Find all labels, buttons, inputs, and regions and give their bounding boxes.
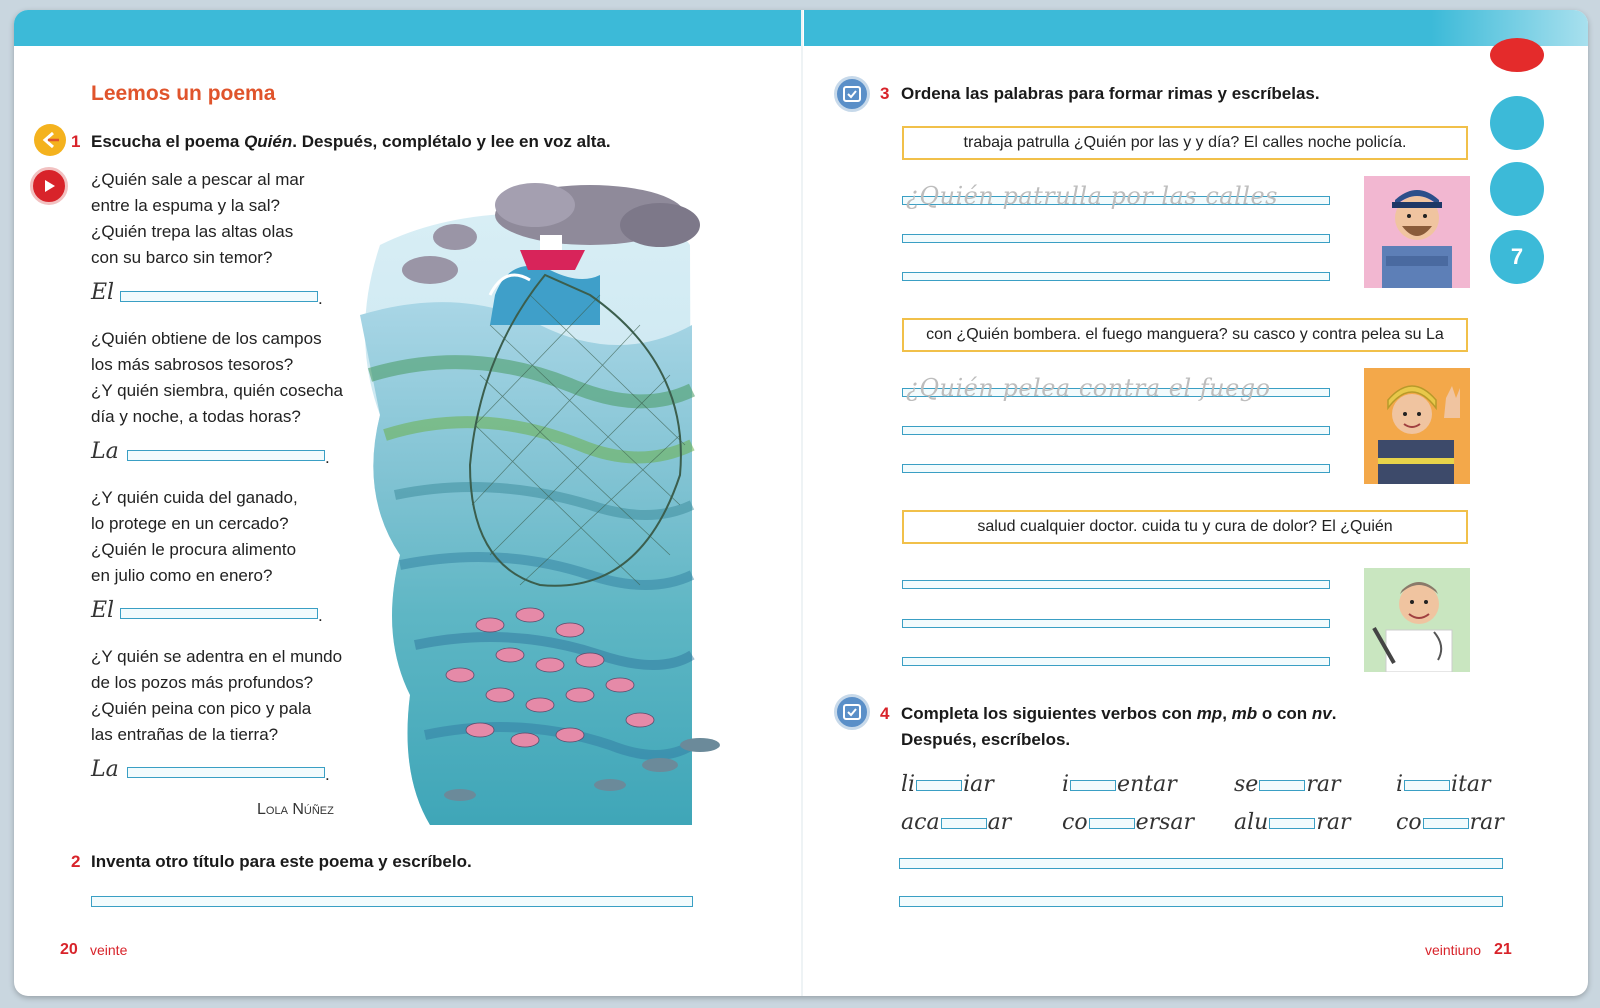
right-header-bar (804, 10, 1588, 46)
firefighter-illustration (1364, 368, 1470, 484)
digital-activity-icon[interactable] (834, 76, 870, 112)
exercise-1-instruction (91, 132, 611, 152)
verb-gap-item (901, 810, 1011, 835)
writing-line[interactable] (902, 657, 1330, 666)
verb-gap-item (1396, 810, 1504, 835)
option-nv: nv (1311, 704, 1332, 723)
answer-start-1: El (91, 280, 115, 305)
word-box-2: con ¿Quién bombera. el fuego manguera? su casco y contra pelea su La (902, 318, 1468, 352)
verb-gap-item (1396, 772, 1491, 797)
separator: , (1222, 704, 1232, 723)
side-tab[interactable] (1490, 162, 1544, 216)
exercise-1-number: 1 (71, 132, 81, 151)
poem-author: Lola Núñez (257, 801, 334, 818)
poem-line: ¿Quién peina con pico y pala (91, 699, 312, 718)
textbook-spread (14, 10, 1588, 996)
gap-input[interactable] (1089, 818, 1135, 829)
verb-suffix: rar (1469, 810, 1504, 835)
answer-line-1[interactable] (120, 291, 318, 302)
exercise-4-number: 4 (880, 704, 890, 723)
answer-line-2[interactable] (127, 450, 325, 461)
verb-gap-item (1062, 810, 1194, 835)
exercise-4-instruction-line2: Después, escríbelos. (901, 730, 1071, 749)
exercise-4-instruction (901, 704, 1337, 724)
exercise-2-instruction: Inventa otro título para este poema y escríbelo. (91, 852, 472, 871)
writing-line[interactable] (902, 426, 1330, 435)
play-icon (41, 178, 57, 194)
verb-prefix: i (1396, 772, 1404, 797)
gap-input[interactable] (1423, 818, 1469, 829)
separator: o con (1257, 704, 1312, 723)
exercise-3-number: 3 (880, 84, 890, 103)
poem-line: ¿Quién le procura alimento (91, 540, 297, 559)
gap-input[interactable] (916, 780, 962, 791)
left-page-number: 20 (60, 941, 78, 958)
police-officer-illustration (1364, 176, 1470, 288)
verb-prefix: i (1062, 772, 1070, 797)
writing-line[interactable] (902, 580, 1330, 589)
listen-audio-icon[interactable] (34, 124, 66, 156)
answer-line-3[interactable] (120, 608, 318, 619)
title-answer-line[interactable] (91, 896, 693, 907)
writing-line[interactable] (902, 234, 1330, 243)
traced-sentence-2: ¿Quién pelea contra el fuego (906, 374, 1271, 402)
verb-suffix: ersar (1135, 810, 1195, 835)
poem-line: de los pozos más profundos? (91, 673, 314, 692)
poem-line: ¿Y quién siembra, quién cosecha (91, 381, 344, 400)
doctor-illustration (1364, 568, 1470, 672)
instruction-text: . (1331, 704, 1337, 723)
writing-line[interactable] (902, 464, 1330, 473)
verbs-writing-line[interactable] (899, 896, 1503, 907)
poem-line: lo protege en un cercado? (91, 514, 289, 533)
gap-input[interactable] (1259, 780, 1305, 791)
writing-line[interactable] (902, 619, 1330, 628)
poem-line: las entrañas de la tierra? (91, 725, 279, 744)
verb-suffix: rar (1316, 810, 1351, 835)
unit-7-tab[interactable]: 7 (1490, 230, 1544, 284)
writing-line[interactable] (902, 272, 1330, 281)
section-title: Leemos un poema (91, 82, 276, 105)
instruction-text: Completa los siguientes verbos con (901, 704, 1197, 723)
book-spine (801, 10, 803, 996)
stanza-1 (91, 167, 305, 271)
poem-line: los más sabrosos tesoros? (91, 355, 294, 374)
period: . (318, 606, 323, 625)
word-box-3: salud cualquier doctor. cuida tu y cura de dolor? El ¿Quién (902, 510, 1468, 544)
exercise-2-number: 2 (71, 852, 81, 871)
poem-line: ¿Quién trepa las altas olas (91, 222, 294, 241)
instruction-text: Escucha el poema (91, 132, 245, 151)
verb-gap-item (1234, 810, 1350, 835)
verb-suffix: iar (963, 772, 994, 797)
poem-title-emphasis: Quién (244, 132, 293, 151)
option-mp: mp (1196, 704, 1223, 723)
exercise-3-instruction: Ordena las palabras para formar rimas y escríbelas. (901, 84, 1320, 103)
verb-prefix: co (1396, 810, 1422, 835)
verb-prefix: alu (1234, 810, 1269, 835)
word-box-1: trabaja patrulla ¿Quién por las y y día? El calles noche policía. (902, 126, 1468, 160)
poem-line: ¿Y quién cuida del ganado, (91, 488, 298, 507)
period: . (325, 765, 330, 784)
answer-start-4: La (91, 757, 119, 782)
right-page-number: 21 (1494, 941, 1512, 958)
verb-gap-item (1062, 772, 1177, 797)
poem-line: ¿Y quién se adentra en el mundo (91, 647, 343, 666)
gap-input[interactable] (941, 818, 987, 829)
poem-line: con su barco sin temor? (91, 248, 273, 267)
poem-line: entre la espuma y la sal? (91, 196, 280, 215)
fishing-sea-illustration (340, 175, 732, 835)
stanza-3 (91, 485, 298, 589)
poem-line: en julio como en enero? (91, 566, 273, 585)
digital-activity-icon[interactable] (834, 694, 870, 730)
instruction-text: . Después, complétalo y lee en voz alta. (292, 132, 611, 151)
verb-suffix: rar (1306, 772, 1341, 797)
poem-line: día y noche, a todas horas? (91, 407, 301, 426)
left-header-bar (14, 10, 802, 46)
verb-prefix: li (901, 772, 916, 797)
verb-suffix: ar (987, 810, 1012, 835)
side-tab[interactable] (1490, 96, 1544, 150)
answer-start-2: La (91, 439, 119, 464)
poem-line: ¿Quién obtiene de los campos (91, 329, 322, 348)
side-tab-red[interactable] (1490, 38, 1544, 72)
left-page-word: veinte (90, 942, 128, 958)
stanza-4 (91, 644, 342, 748)
verb-suffix: itar (1451, 772, 1491, 797)
period: . (325, 448, 330, 467)
verb-prefix: se (1234, 772, 1259, 797)
period: . (318, 289, 323, 308)
gap-input[interactable] (1269, 818, 1315, 829)
verbs-writing-line[interactable] (899, 858, 1503, 869)
gap-input[interactable] (1070, 780, 1116, 791)
option-mb: mb (1231, 704, 1258, 723)
gap-input[interactable] (1404, 780, 1450, 791)
verb-suffix: entar (1117, 772, 1177, 797)
stanza-2 (91, 326, 343, 430)
traced-sentence-1: ¿Quién patrulla por las calles (906, 182, 1278, 210)
verb-gap-item (901, 772, 994, 797)
play-audio-button[interactable] (30, 167, 68, 205)
poem-line: ¿Quién sale a pescar al mar (91, 170, 305, 189)
verb-prefix: co (1062, 810, 1088, 835)
answer-start-3: El (91, 598, 115, 623)
right-page-word: veintiuno (1425, 942, 1482, 958)
verb-gap-item (1234, 772, 1340, 797)
answer-line-4[interactable] (127, 767, 325, 778)
verb-prefix: aca (901, 810, 940, 835)
